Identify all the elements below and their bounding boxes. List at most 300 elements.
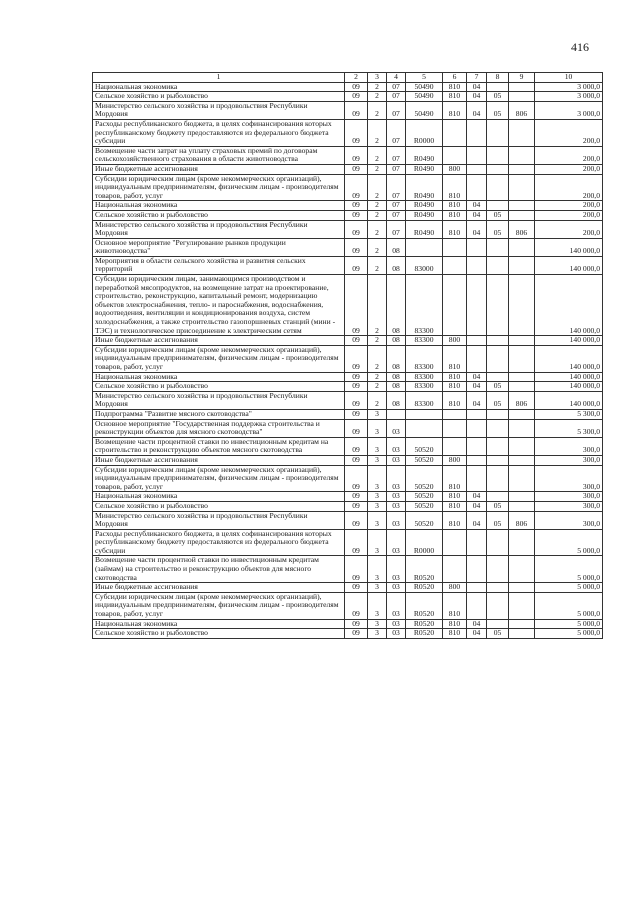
row-name-cell: Министерство сельского хозяйства и продовольствия Республики Мордовия (93, 220, 345, 238)
amount-cell: 140 000,0 (535, 256, 603, 274)
amount-cell: 140 000,0 (535, 382, 603, 392)
table-row (93, 345, 603, 372)
subchapter-code-cell: 05 (487, 501, 509, 511)
section-code-cell: 09 (345, 419, 368, 437)
agency-code-cell (509, 345, 535, 372)
subsection-code-cell: 3 (368, 511, 387, 529)
subsection-code-cell: 2 (368, 210, 387, 220)
agency-code-cell: 806 (509, 101, 535, 119)
expense-type-code-cell: 810 (443, 465, 467, 492)
chapter-code-cell (467, 275, 487, 336)
chapter-code-cell (467, 238, 487, 256)
chapter-code-cell: 04 (467, 220, 487, 238)
chapter-code-cell (467, 336, 487, 346)
section-code-cell: 09 (345, 345, 368, 372)
row-name-cell: Субсидии юридическим лицам (кроме некоммерческих организаций), индивидуальным предпринимателям, физическим лицам - производителям товаров, работ, услуг (93, 174, 345, 201)
program-code-cell: 03 (387, 501, 406, 511)
expense-type-code-cell: 810 (443, 372, 467, 382)
program-code-cell: 07 (387, 82, 406, 92)
expense-type-code-cell (443, 409, 467, 419)
section-code-cell: 09 (345, 336, 368, 346)
subsection-code-cell: 2 (368, 220, 387, 238)
column-header: 10 (535, 73, 603, 83)
subchapter-code-cell (487, 146, 509, 164)
item-code-cell: 83300 (406, 275, 443, 336)
item-code-cell: 50520 (406, 465, 443, 492)
expense-type-code-cell (443, 119, 467, 146)
agency-code-cell (509, 256, 535, 274)
row-name-cell: Национальная экономика (93, 201, 345, 211)
row-name-cell: Подпрограмма "Развитие мясного скотоводства" (93, 409, 345, 419)
row-name-cell: Расходы республиканского бюджета, в целях софинансирования которых республиканскому бюджету предоставляются из федерального бюджета субсидии (93, 529, 345, 556)
chapter-code-cell (467, 146, 487, 164)
section-code-cell: 09 (345, 201, 368, 211)
chapter-code-cell (467, 119, 487, 146)
subsection-code-cell: 2 (368, 345, 387, 372)
subchapter-code-cell (487, 345, 509, 372)
table-row (93, 409, 603, 419)
amount-cell: 300,0 (535, 492, 603, 502)
agency-code-cell (509, 201, 535, 211)
amount-cell: 5 000,0 (535, 556, 603, 583)
table-header-row (93, 73, 603, 83)
agency-code-cell (509, 82, 535, 92)
subsection-code-cell: 3 (368, 501, 387, 511)
chapter-code-cell: 04 (467, 619, 487, 629)
subsection-code-cell: 2 (368, 92, 387, 102)
subsection-code-cell: 2 (368, 256, 387, 274)
subchapter-code-cell (487, 465, 509, 492)
chapter-code-cell (467, 164, 487, 174)
subsection-code-cell: 3 (368, 583, 387, 593)
agency-code-cell (509, 146, 535, 164)
chapter-code-cell: 04 (467, 210, 487, 220)
program-code-cell: 07 (387, 119, 406, 146)
agency-code-cell: 806 (509, 511, 535, 529)
agency-code-cell (509, 238, 535, 256)
section-code-cell: 09 (345, 119, 368, 146)
subchapter-code-cell (487, 592, 509, 619)
section-code-cell: 09 (345, 174, 368, 201)
program-code-cell: 08 (387, 372, 406, 382)
section-code-cell: 09 (345, 382, 368, 392)
section-code-cell: 09 (345, 556, 368, 583)
subchapter-code-cell: 05 (487, 629, 509, 639)
section-code-cell: 09 (345, 619, 368, 629)
chapter-code-cell: 04 (467, 492, 487, 502)
agency-code-cell (509, 629, 535, 639)
program-code-cell: 07 (387, 220, 406, 238)
subsection-code-cell: 2 (368, 382, 387, 392)
row-name-cell: Субсидии юридическим лицам, занимающимся производством и переработкой мясопродуктов, на возмещение затрат на проектирование, строительство, реконструкцию, капитальный ремонт, модернизацию объектов электроснабжения, тепло- и пароснабжения, водоснабжения, водоотведения, вентиляции и кондиционирования воздуха, систем холодоснабжения, а также строительство газопоршневых станций (мини - ТЭС) и технологическое присоединение к электрическим сетям (93, 275, 345, 336)
item-code-cell: 50490 (406, 92, 443, 102)
chapter-code-cell: 04 (467, 382, 487, 392)
expense-type-code-cell: 810 (443, 82, 467, 92)
budget-table (92, 72, 603, 639)
program-code-cell: 03 (387, 419, 406, 437)
program-code-cell: 08 (387, 256, 406, 274)
table-row (93, 382, 603, 392)
table-row (93, 92, 603, 102)
subchapter-code-cell (487, 409, 509, 419)
chapter-code-cell: 04 (467, 101, 487, 119)
table-row (93, 465, 603, 492)
expense-type-code-cell (443, 256, 467, 274)
agency-code-cell (509, 419, 535, 437)
item-code-cell: R0490 (406, 201, 443, 211)
section-code-cell: 09 (345, 210, 368, 220)
amount-cell: 5 000,0 (535, 629, 603, 639)
table-row (93, 391, 603, 409)
subchapter-code-cell (487, 419, 509, 437)
item-code-cell: R0000 (406, 529, 443, 556)
agency-code-cell (509, 437, 535, 455)
row-name-cell: Сельское хозяйство и рыболовство (93, 382, 345, 392)
agency-code-cell: 806 (509, 391, 535, 409)
table-row (93, 220, 603, 238)
chapter-code-cell (467, 556, 487, 583)
expense-type-code-cell: 810 (443, 210, 467, 220)
program-code-cell: 03 (387, 465, 406, 492)
subchapter-code-cell: 05 (487, 101, 509, 119)
section-code-cell: 09 (345, 92, 368, 102)
expense-type-code-cell: 810 (443, 92, 467, 102)
subsection-code-cell: 3 (368, 556, 387, 583)
program-code-cell: 08 (387, 336, 406, 346)
chapter-code-cell (467, 465, 487, 492)
item-code-cell (406, 419, 443, 437)
column-header: 3 (368, 73, 387, 83)
program-code-cell: 03 (387, 619, 406, 629)
expense-type-code-cell (443, 146, 467, 164)
row-name-cell: Возмещение части затрат на уплату страховых премий по договорам сельскохозяйственного страхования в области животноводства (93, 146, 345, 164)
agency-code-cell (509, 501, 535, 511)
row-name-cell: Сельское хозяйство и рыболовство (93, 92, 345, 102)
subchapter-code-cell (487, 529, 509, 556)
amount-cell: 200,0 (535, 119, 603, 146)
item-code-cell: R0520 (406, 556, 443, 583)
expense-type-code-cell: 810 (443, 592, 467, 619)
section-code-cell: 09 (345, 409, 368, 419)
expense-type-code-cell: 800 (443, 164, 467, 174)
expense-type-code-cell (443, 419, 467, 437)
agency-code-cell: 806 (509, 220, 535, 238)
amount-cell: 5 000,0 (535, 619, 603, 629)
subsection-code-cell: 2 (368, 372, 387, 382)
amount-cell: 5 300,0 (535, 419, 603, 437)
expense-type-code-cell (443, 556, 467, 583)
chapter-code-cell: 04 (467, 629, 487, 639)
agency-code-cell (509, 92, 535, 102)
program-code-cell: 08 (387, 345, 406, 372)
agency-code-cell (509, 372, 535, 382)
amount-cell: 200,0 (535, 146, 603, 164)
section-code-cell: 09 (345, 501, 368, 511)
column-header: 9 (509, 73, 535, 83)
amount-cell: 140 000,0 (535, 275, 603, 336)
chapter-code-cell (467, 437, 487, 455)
row-name-cell: Сельское хозяйство и рыболовство (93, 501, 345, 511)
program-code-cell: 03 (387, 437, 406, 455)
program-code-cell: 07 (387, 210, 406, 220)
subchapter-code-cell: 05 (487, 92, 509, 102)
subchapter-code-cell (487, 275, 509, 336)
chapter-code-cell: 04 (467, 201, 487, 211)
chapter-code-cell: 04 (467, 372, 487, 382)
item-code-cell: R0490 (406, 164, 443, 174)
agency-code-cell (509, 492, 535, 502)
subchapter-code-cell: 05 (487, 210, 509, 220)
subchapter-code-cell (487, 82, 509, 92)
subsection-code-cell: 2 (368, 119, 387, 146)
row-name-cell: Мероприятия в области сельского хозяйства и развития сельских территорий (93, 256, 345, 274)
section-code-cell: 09 (345, 372, 368, 382)
table-row (93, 101, 603, 119)
item-code-cell: 83000 (406, 256, 443, 274)
row-name-cell: Субсидии юридическим лицам (кроме некоммерческих организаций), индивидуальным предпринимателям, физическим лицам - производителям товаров, работ, услуг (93, 345, 345, 372)
column-header: 6 (443, 73, 467, 83)
amount-cell: 200,0 (535, 174, 603, 201)
subchapter-code-cell (487, 174, 509, 201)
section-code-cell: 09 (345, 82, 368, 92)
subsection-code-cell: 3 (368, 629, 387, 639)
section-code-cell: 09 (345, 529, 368, 556)
row-name-cell: Национальная экономика (93, 82, 345, 92)
subsection-code-cell: 3 (368, 619, 387, 629)
subsection-code-cell: 2 (368, 238, 387, 256)
item-code-cell: R0520 (406, 583, 443, 593)
subchapter-code-cell: 05 (487, 391, 509, 409)
subsection-code-cell: 3 (368, 409, 387, 419)
subsection-code-cell: 2 (368, 101, 387, 119)
table-row (93, 174, 603, 201)
agency-code-cell (509, 275, 535, 336)
program-code-cell: 03 (387, 529, 406, 556)
program-code-cell: 08 (387, 275, 406, 336)
subsection-code-cell: 2 (368, 174, 387, 201)
expense-type-code-cell: 810 (443, 101, 467, 119)
row-name-cell: Возмещение части процентной ставки по инвестиционным кредитам на строительство и реконструкцию объектов мясного скотоводства (93, 437, 345, 455)
item-code-cell: 83300 (406, 336, 443, 346)
item-code-cell: 83300 (406, 382, 443, 392)
section-code-cell: 09 (345, 455, 368, 465)
chapter-code-cell: 04 (467, 92, 487, 102)
section-code-cell: 09 (345, 220, 368, 238)
amount-cell: 3 000,0 (535, 92, 603, 102)
subsection-code-cell: 3 (368, 437, 387, 455)
item-code-cell: 50520 (406, 511, 443, 529)
table-row (93, 201, 603, 211)
agency-code-cell (509, 382, 535, 392)
program-code-cell: 07 (387, 101, 406, 119)
subchapter-code-cell (487, 336, 509, 346)
expense-type-code-cell: 810 (443, 345, 467, 372)
expense-type-code-cell: 810 (443, 391, 467, 409)
chapter-code-cell (467, 345, 487, 372)
page-number: 416 (571, 40, 589, 54)
amount-cell: 200,0 (535, 201, 603, 211)
amount-cell: 5 300,0 (535, 409, 603, 419)
expense-type-code-cell: 800 (443, 583, 467, 593)
subsection-code-cell: 3 (368, 529, 387, 556)
item-code-cell: R0490 (406, 174, 443, 201)
column-header: 1 (93, 73, 345, 83)
expense-type-code-cell (443, 437, 467, 455)
item-code-cell: R0520 (406, 619, 443, 629)
section-code-cell: 09 (345, 465, 368, 492)
table-row (93, 592, 603, 619)
item-code-cell: 50520 (406, 455, 443, 465)
program-code-cell: 07 (387, 146, 406, 164)
subsection-code-cell: 2 (368, 164, 387, 174)
program-code-cell: 03 (387, 455, 406, 465)
amount-cell: 200,0 (535, 210, 603, 220)
table-row (93, 501, 603, 511)
row-name-cell: Министерство сельского хозяйства и продовольствия Республики Мордовия (93, 511, 345, 529)
subchapter-code-cell (487, 437, 509, 455)
chapter-code-cell: 04 (467, 82, 487, 92)
amount-cell: 3 000,0 (535, 82, 603, 92)
expense-type-code-cell: 810 (443, 629, 467, 639)
subchapter-code-cell (487, 164, 509, 174)
column-header: 2 (345, 73, 368, 83)
table-row (93, 119, 603, 146)
chapter-code-cell (467, 256, 487, 274)
table-row (93, 437, 603, 455)
section-code-cell: 09 (345, 592, 368, 619)
expense-type-code-cell (443, 238, 467, 256)
item-code-cell: 50490 (406, 82, 443, 92)
column-header: 4 (387, 73, 406, 83)
subchapter-code-cell (487, 492, 509, 502)
table-row (93, 492, 603, 502)
program-code-cell (387, 409, 406, 419)
subchapter-code-cell: 05 (487, 511, 509, 529)
program-code-cell: 07 (387, 164, 406, 174)
amount-cell: 3 000,0 (535, 101, 603, 119)
column-header: 8 (487, 73, 509, 83)
agency-code-cell (509, 583, 535, 593)
amount-cell: 140 000,0 (535, 372, 603, 382)
expense-type-code-cell: 810 (443, 382, 467, 392)
chapter-code-cell: 04 (467, 511, 487, 529)
table-row (93, 275, 603, 336)
program-code-cell: 03 (387, 511, 406, 529)
item-code-cell: 50490 (406, 101, 443, 119)
agency-code-cell (509, 529, 535, 556)
section-code-cell: 09 (345, 391, 368, 409)
row-name-cell: Национальная экономика (93, 492, 345, 502)
item-code-cell: R0490 (406, 146, 443, 164)
program-code-cell: 07 (387, 201, 406, 211)
expense-type-code-cell: 800 (443, 455, 467, 465)
row-name-cell: Национальная экономика (93, 372, 345, 382)
table-row (93, 164, 603, 174)
program-code-cell: 03 (387, 629, 406, 639)
item-code-cell: 50520 (406, 437, 443, 455)
section-code-cell: 09 (345, 583, 368, 593)
item-code-cell: R0490 (406, 210, 443, 220)
item-code-cell: R0000 (406, 119, 443, 146)
row-name-cell: Возмещение части процентной ставки по инвестиционным кредитам (займам) на строительство и реконструкцию объектов для мясного скотоводства (93, 556, 345, 583)
chapter-code-cell (467, 174, 487, 201)
program-code-cell: 07 (387, 92, 406, 102)
amount-cell: 5 000,0 (535, 592, 603, 619)
section-code-cell: 09 (345, 492, 368, 502)
amount-cell: 140 000,0 (535, 336, 603, 346)
agency-code-cell (509, 336, 535, 346)
agency-code-cell (509, 210, 535, 220)
section-code-cell: 09 (345, 238, 368, 256)
item-code-cell: 50520 (406, 492, 443, 502)
row-name-cell: Основное мероприятие "Государственная поддержка строительства и реконструкции объектов для мясного скотоводства" (93, 419, 345, 437)
subchapter-code-cell (487, 238, 509, 256)
table-row (93, 372, 603, 382)
agency-code-cell (509, 119, 535, 146)
program-code-cell: 08 (387, 238, 406, 256)
subchapter-code-cell (487, 119, 509, 146)
table-row (93, 455, 603, 465)
amount-cell: 200,0 (535, 164, 603, 174)
amount-cell: 300,0 (535, 465, 603, 492)
chapter-code-cell (467, 583, 487, 593)
subchapter-code-cell (487, 201, 509, 211)
program-code-cell: 08 (387, 391, 406, 409)
row-name-cell: Расходы республиканского бюджета, в целях софинансирования которых республиканскому бюджету предоставляются из федерального бюджета субсидии (93, 119, 345, 146)
program-code-cell: 08 (387, 382, 406, 392)
agency-code-cell (509, 409, 535, 419)
amount-cell: 140 000,0 (535, 391, 603, 409)
item-code-cell: R0490 (406, 220, 443, 238)
table-row (93, 511, 603, 529)
item-code-cell (406, 238, 443, 256)
table-row (93, 583, 603, 593)
amount-cell: 5 000,0 (535, 583, 603, 593)
subchapter-code-cell: 05 (487, 220, 509, 238)
subsection-code-cell: 3 (368, 592, 387, 619)
row-name-cell: Министерство сельского хозяйства и продовольствия Республики Мордовия (93, 101, 345, 119)
column-header: 7 (467, 73, 487, 83)
chapter-code-cell (467, 592, 487, 619)
row-name-cell: Министерство сельского хозяйства и продовольствия Республики Мордовия (93, 391, 345, 409)
row-name-cell: Сельское хозяйство и рыболовство (93, 210, 345, 220)
item-code-cell: 83300 (406, 345, 443, 372)
subsection-code-cell: 3 (368, 455, 387, 465)
subsection-code-cell: 2 (368, 146, 387, 164)
section-code-cell: 09 (345, 437, 368, 455)
table-row (93, 529, 603, 556)
item-code-cell: R0520 (406, 592, 443, 619)
agency-code-cell (509, 174, 535, 201)
amount-cell: 300,0 (535, 501, 603, 511)
agency-code-cell (509, 164, 535, 174)
section-code-cell: 09 (345, 511, 368, 529)
expense-type-code-cell: 800 (443, 336, 467, 346)
subsection-code-cell: 2 (368, 201, 387, 211)
section-code-cell: 09 (345, 101, 368, 119)
subchapter-code-cell (487, 372, 509, 382)
section-code-cell: 09 (345, 146, 368, 164)
program-code-cell: 03 (387, 492, 406, 502)
row-name-cell: Сельское хозяйство и рыболовство (93, 629, 345, 639)
table-row (93, 629, 603, 639)
subsection-code-cell: 2 (368, 336, 387, 346)
expense-type-code-cell: 810 (443, 511, 467, 529)
table-row (93, 146, 603, 164)
expense-type-code-cell (443, 275, 467, 336)
subchapter-code-cell (487, 619, 509, 629)
amount-cell: 140 000,0 (535, 345, 603, 372)
